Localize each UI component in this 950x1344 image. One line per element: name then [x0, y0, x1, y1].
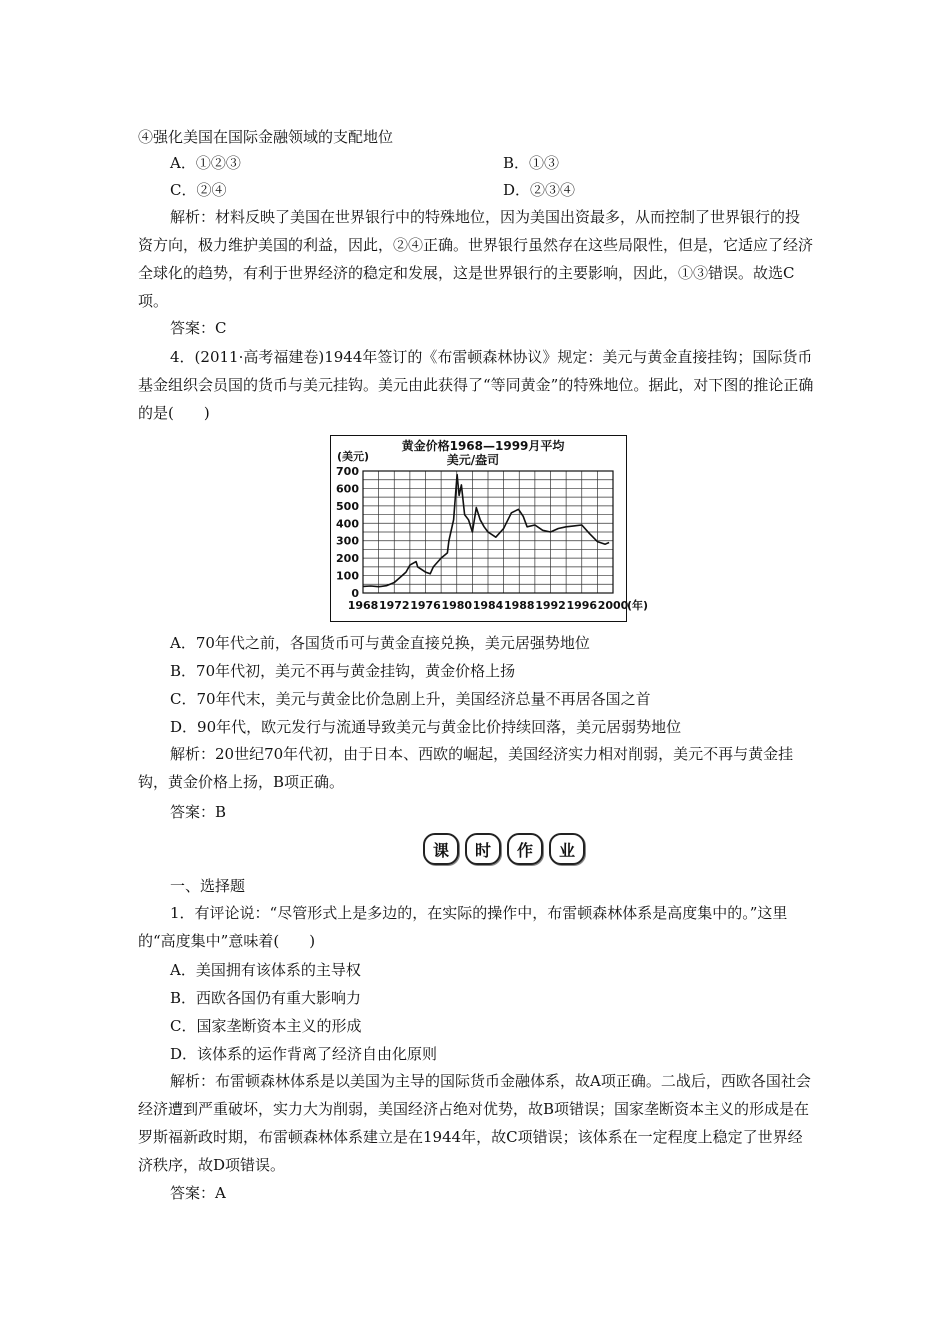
answer-q4: 答案：B	[170, 803, 227, 821]
y-tick-label: 0	[351, 587, 359, 600]
x-tick-label: 1972	[378, 599, 410, 612]
x-tick-label: 1968	[347, 599, 379, 612]
chart-svg	[331, 436, 649, 621]
x-tick-label: 1980	[441, 599, 473, 612]
option-b: B．①③	[503, 154, 560, 172]
gold-price-chart	[330, 435, 649, 622]
y-tick-label: 700	[336, 465, 359, 478]
x-tick-label: 1984	[472, 599, 504, 612]
question-4-option-d: D．90年代，欧元发行与流通导致美元与黄金比价持续回落，美元居弱势地位	[170, 718, 682, 736]
x-tick-label: 1988	[503, 599, 535, 612]
y-tick-label: 300	[336, 534, 359, 548]
banner-char: 业	[549, 833, 585, 865]
banner-char: 作	[507, 833, 543, 865]
section-banner	[423, 833, 585, 865]
question-4-option-c: C．70年代末，美元与黄金比价急剧上升，美国经济总量不再居各国之首	[170, 690, 651, 708]
y-tick-label: 600	[336, 482, 359, 496]
answer-q3: 答案：C	[170, 319, 227, 337]
homework-option-c: C．国家垄断资本主义的形成	[170, 1017, 362, 1035]
x-tick-label: 2000	[597, 599, 629, 612]
homework-question-1-stem: 1．有评论说：“尽管形式上是多边的，在实际的操作中，布雷顿森林体系是高度集中的。”这里的“高度集中”意味着( )	[138, 904, 788, 950]
option-c: C．②④	[170, 181, 227, 199]
x-tick-label: 1976	[410, 599, 441, 612]
chart-subtitle: 美元/盎司	[446, 453, 500, 467]
chart-title: 黄金价格1968—1999月平均	[401, 439, 565, 453]
option-d: D．②③④	[503, 181, 576, 199]
homework-answer: 答案：A	[170, 1184, 226, 1202]
banner-char: 时	[465, 833, 501, 865]
section-heading: 一、选择题	[170, 877, 246, 895]
homework-option-d: D．该体系的运作背离了经济自由化原则	[170, 1045, 438, 1063]
x-tick-label: 1992	[535, 599, 566, 612]
item-4-text: ④强化美国在国际金融领域的支配地位	[138, 128, 394, 146]
y-tick-label: 500	[336, 499, 359, 513]
homework-option-a: A．美国拥有该体系的主导权	[170, 961, 361, 979]
y-axis-label: (美元)	[337, 450, 370, 463]
y-tick-label: 400	[336, 517, 359, 531]
homework-analysis: 解析：布雷顿森林体系是以美国为主导的国际货币金融体系，故A项正确。二战后，西欧各国社会经济遭到严重破坏，实力大为削弱，美国经济占绝对优势，故B项错误；国家垄断资本主义的形成是在罗斯福新政时期，布雷顿森林体系建立是在1944年，故C项错误；该体系在一定程度上稳定了世界经济秩序，故D项错误。	[138, 1072, 811, 1174]
analysis-q3: 解析：材料反映了美国在世界银行中的特殊地位，因为美国出资最多，从而控制了世界银行的投资方向，极力维护美国的利益，因此，②④正确。世界银行虽然存在这些局限性，但是，它适应了经济全球化的趋势，有利于世界经济的稳定和发展，这是世界银行的主要影响，因此，①③错误。故选C项。	[138, 208, 814, 310]
y-tick-label: 200	[336, 552, 359, 566]
option-a: A．①②③	[170, 154, 241, 172]
y-tick-label: 100	[336, 569, 359, 583]
x-axis-label: (年)	[627, 599, 649, 612]
homework-option-b: B．西欧各国仍有重大影响力	[170, 989, 362, 1007]
banner-char: 课	[423, 833, 459, 865]
question-4-option-b: B．70年代初，美元不再与黄金挂钩，黄金价格上扬	[170, 662, 516, 680]
analysis-q4: 解析：20世纪70年代初，由于日本、西欧的崛起，美国经济实力相对削弱，美元不再与黄金挂钩，黄金价格上扬，B项正确。	[138, 745, 794, 791]
gold-price-series-line	[363, 475, 609, 587]
x-tick-label: 1996	[566, 599, 598, 612]
question-4-option-a: A．70年代之前，各国货币可与黄金直接兑换，美元居强势地位	[170, 634, 590, 652]
question-4-stem: 4．(2011·高考福建卷)1944年签订的《布雷顿森林协议》规定：美元与黄金直接挂钩；国际货币基金组织会员国的货币与美元挂钩。美元由此获得了“等同黄金”的特殊地位。据此，对下图的推论正确的是( )	[138, 348, 814, 422]
